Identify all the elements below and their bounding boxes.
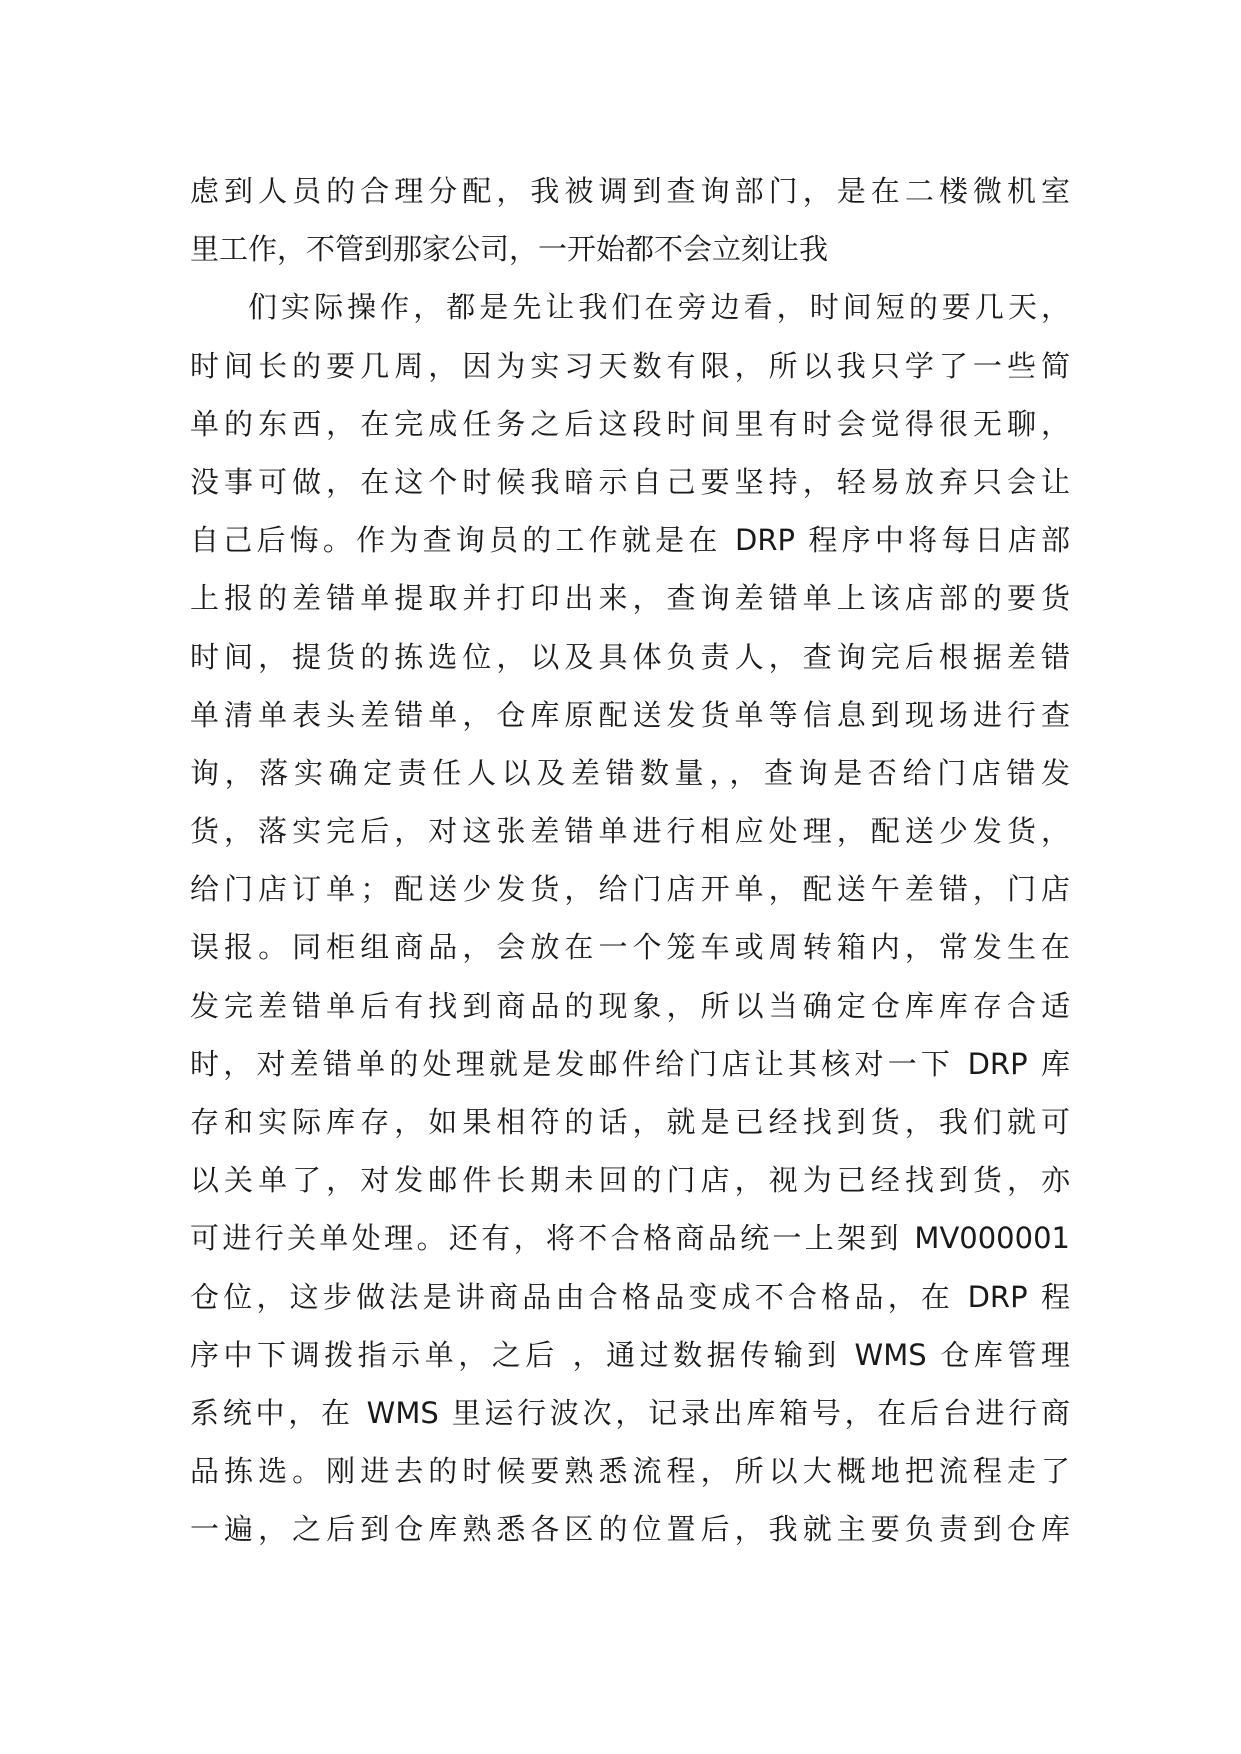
text-line: 时，对差错单的处理就是发邮件给门店让其核对一下 DRP 库 — [190, 1046, 1070, 1081]
text-line: 发完差错单后有找到商品的现象，所以当确定仓库库存合适 — [190, 988, 1070, 1023]
text-line: 以关单了，对发邮件长期未回的门店，视为已经找到货，亦 — [190, 1163, 1070, 1198]
text-line: 虑到人员的合理分配，我被调到查询部门，是在二楼微机室 — [190, 174, 1070, 208]
text-line: 时间长的要几周，因为实习天数有限，所以我只学了一些简 — [190, 348, 1070, 383]
text-line: 一遍，之后到仓库熟悉各区的位置后，我就主要负责到仓库 — [190, 1512, 1070, 1547]
text-line: 没事可做，在这个时候我暗示自己要坚持，轻易放弃只会让 — [190, 464, 1070, 499]
text-line: 品拣选。刚进去的时候要熟悉流程，所以大概地把流程走了 — [190, 1454, 1070, 1489]
text-line: 单清单表头差错单，仓库原配送发货单等信息到现场进行查 — [190, 697, 1070, 732]
text-line: 误报。同柜组商品，会放在一个笼车或周转箱内，常发生在 — [190, 930, 1070, 965]
text-line: 询，落实确定责任人以及差错数量，，查询是否给门店错发 — [190, 755, 1070, 790]
text-line: 时间，提货的拣选位，以及具体负责人，查询完后根据差错 — [190, 639, 1070, 674]
paragraph-first-line: 们实际操作，都是先让我们在旁边看，时间短的要几天， — [248, 290, 1070, 325]
text-line: 上报的差错单提取并打印出来，查询差错单上该店部的要货 — [190, 581, 1070, 616]
text-line: 单的东西，在完成任务之后这段时间里有时会觉得很无聊， — [190, 406, 1070, 441]
text-line: 给门店订单；配送少发货，给门店开单，配送午差错，门店 — [190, 872, 1070, 907]
text-line: 序中下调拨指示单，之后 ，通过数据传输到 WMS 仓库管理 — [190, 1337, 1070, 1372]
text-line: 自己后悔。作为查询员的工作就是在 DRP 程序中将每日店部 — [190, 523, 1070, 558]
text-line: 里工作，不管到那家公司，一开始都不会立刻让我 — [190, 232, 829, 267]
text-line: 仓位，这步做法是讲商品由合格品变成不合格品，在 DRP 程 — [190, 1279, 1070, 1314]
text-line: 存和实际库存，如果相符的话，就是已经找到货，我们就可 — [190, 1105, 1070, 1139]
text-line: 可进行关单处理。还有，将不合格商品统一上架到 MV000001 — [190, 1221, 1070, 1256]
body-text — [190, 162, 1070, 1559]
text-line: 系统中，在 WMS 里运行波次，记录出库箱号，在后台进行商 — [190, 1395, 1070, 1430]
text-line: 货，落实完后，对这张差错单进行相应处理，配送少发货， — [190, 814, 1070, 849]
